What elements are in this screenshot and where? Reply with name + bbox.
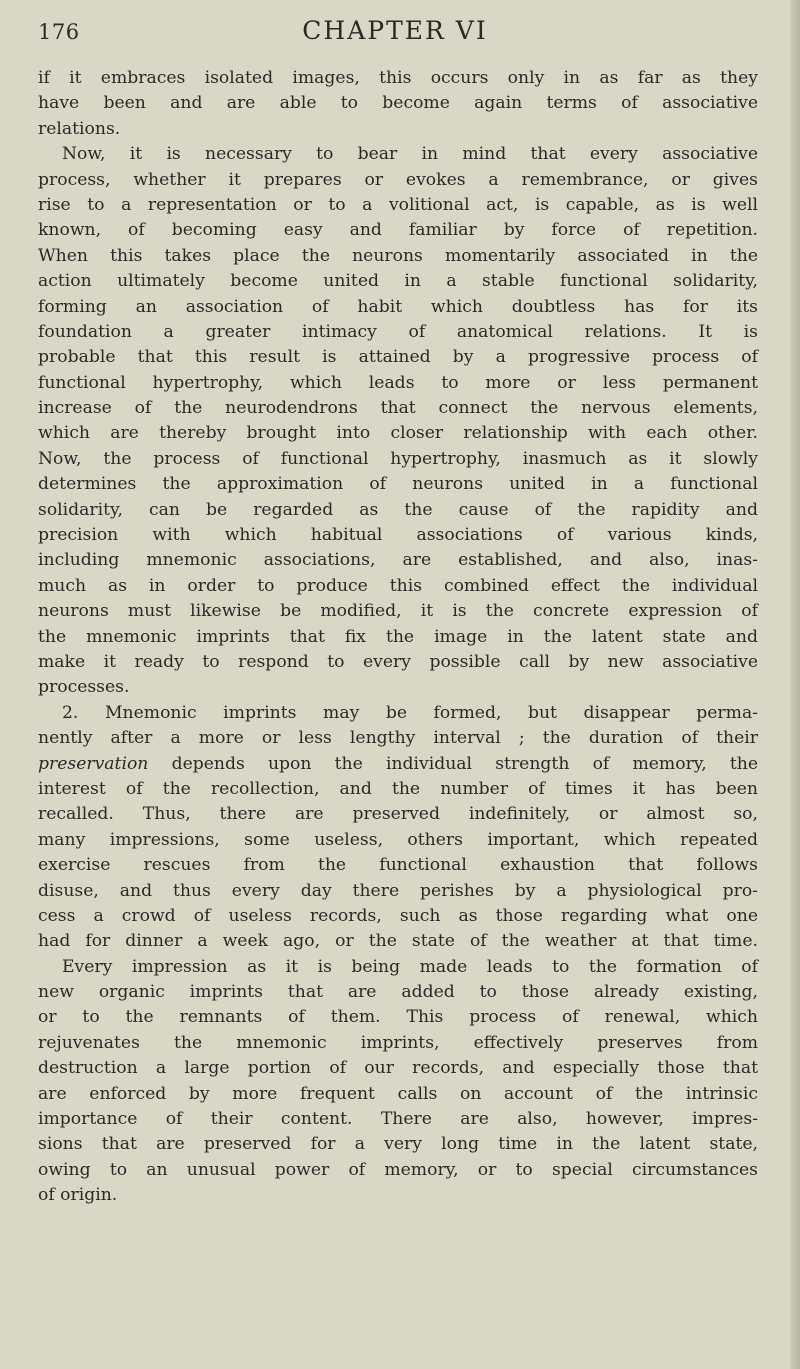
text-line: increase of the neurodendrons that connect the nervous elements, (38, 398, 758, 419)
text-line: including mnemonic associations, are established, and also, inas- (38, 550, 758, 571)
text-line: destruction a large portion of our records, and especially those that (38, 1058, 758, 1079)
text-line: relations. (38, 118, 121, 139)
text-line: rejuvenates the mnemonic imprints, effectively preserves from (38, 1032, 758, 1053)
text-line: recalled. Thus, there are preserved indefinitely, or almost so, (38, 804, 758, 825)
emphasized-word: preservation (38, 753, 149, 774)
text-line: determines the approximation of neurons united in a functional (38, 474, 758, 495)
text-line: interest of the recollection, and the number of times it has been (38, 778, 758, 799)
text-line: if it embraces isolated images, this occurs only in as far as they (38, 68, 758, 88)
running-head: CHAPTER VI (302, 16, 488, 45)
body-text (38, 66, 758, 1209)
page-header (0, 12, 790, 56)
text-line: which are thereby brought into closer relationship with each other. (38, 423, 758, 444)
text-line: nently after a more or less lengthy interval ; the duration of their (38, 728, 758, 749)
text-line: new organic imprints that are added to those already existing, (38, 982, 758, 1003)
text-line: forming an association of habit which doubtless has for its (38, 296, 758, 317)
text-line: Now, the process of functional hypertrophy, inasmuch as it slowly (38, 448, 758, 469)
text-line: sions that are preserved for a very long time in the latent state, (38, 1134, 758, 1155)
text-line: disuse, and thus every day there perishes by a physiological pro- (38, 880, 758, 901)
text-line: solidarity, can be regarded as the cause of the rapidity and (38, 499, 758, 520)
page-number: 176 (38, 20, 80, 44)
text-line: are enforced by more frequent calls on account of the intrinsic (38, 1083, 758, 1104)
text-line: foundation a greater intimacy of anatomical relations. It is (38, 321, 758, 342)
text-line: process, whether it prepares or evokes a remembrance, or gives (38, 169, 758, 190)
text-line: neurons must likewise be modified, it is the concrete expression of (38, 601, 758, 622)
text-line: much as in order to produce this combined effect the individual (38, 575, 758, 596)
text-line: or to the remnants of them. This process of renewal, which (38, 1007, 758, 1028)
text-line: have been and are able to become again terms of associative (38, 93, 758, 114)
text-line: Every impression as it is being made leads to the formation of (62, 956, 758, 977)
text-line: When this takes place the neurons momentarily associated in the (38, 245, 758, 266)
text-line: processes. (38, 677, 130, 698)
text-line: of origin. (38, 1185, 118, 1206)
text-line: the mnemonic imprints that fix the image in the latent state and (38, 626, 758, 647)
text-line: make it ready to respond to every possible call by new associative (38, 651, 758, 672)
text-line: owing to an unusual power of memory, or to special circumstances (38, 1159, 758, 1180)
text-line: 2. Mnemonic imprints may be formed, but disappear perma- (62, 702, 758, 723)
text-line: precision with which habitual associations of various kinds, (38, 525, 758, 546)
text-line: functional hypertrophy, which leads to more or less permanent (38, 372, 758, 393)
page-edge-shadow (790, 0, 800, 1369)
text-line: had for dinner a week ago, or the state of the weather at that time. (38, 931, 758, 952)
text-line: many impressions, some useless, others important, which repeated (38, 829, 758, 850)
text-line: importance of their content. There are also, however, impres- (38, 1109, 758, 1130)
text-line: known, of becoming easy and familiar by force of repetition. (38, 220, 758, 241)
text-line: action ultimately become united in a stable functional solidarity, (38, 271, 758, 292)
text-line: exercise rescues from the functional exhaustion that follows (38, 855, 758, 876)
text-line: Now, it is necessary to bear in mind that every associative (62, 144, 758, 165)
text-line: probable that this result is attained by a progressive process of (38, 347, 758, 368)
text-line: cess a crowd of useless records, such as those regarding what one (38, 905, 758, 926)
text-line: rise to a representation or to a volitional act, is capable, as is well (38, 194, 758, 215)
text-line: preservation depends upon the individual strength of memory, the (38, 753, 758, 774)
